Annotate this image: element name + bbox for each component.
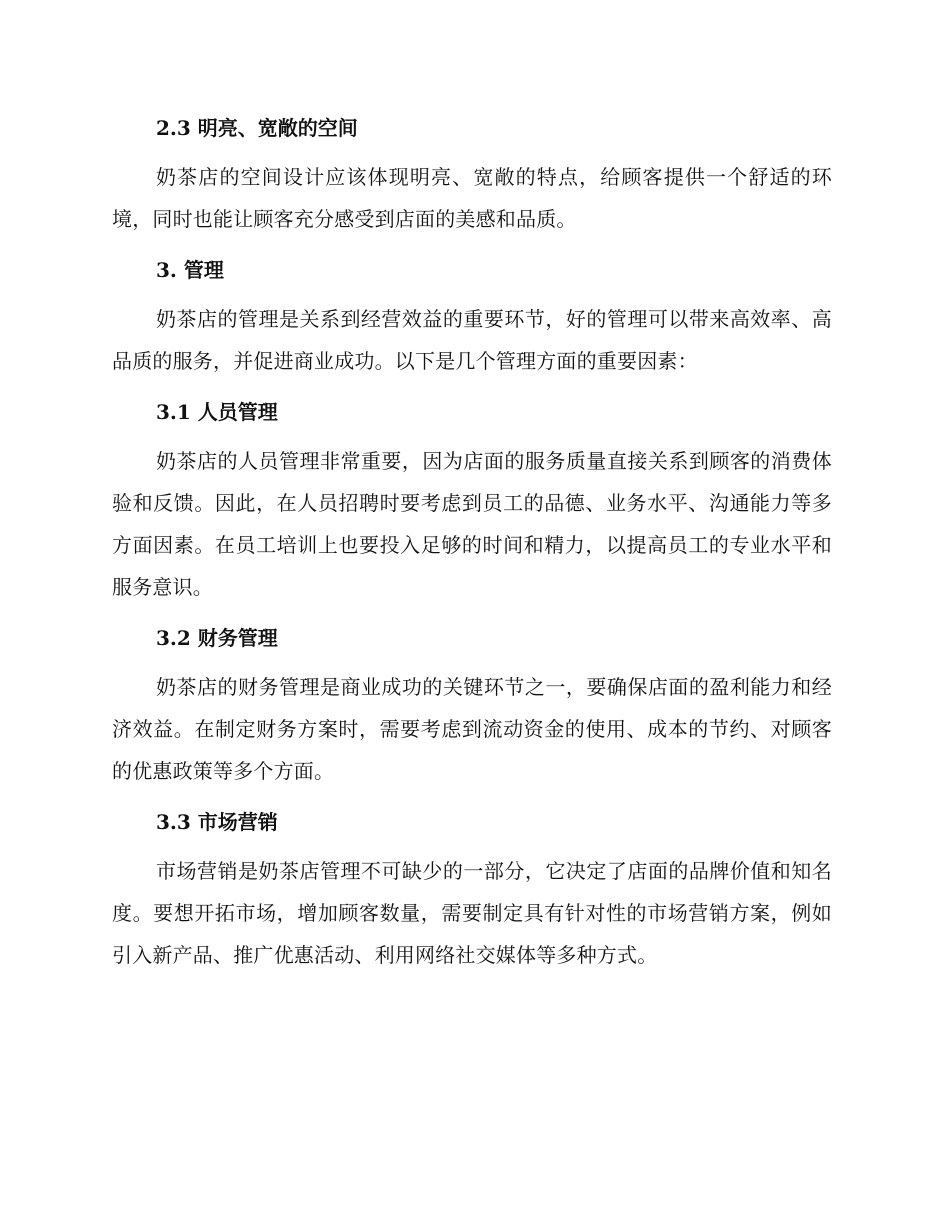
- section-paragraph-3: 奶茶店的管理是关系到经营效益的重要环节，好的管理可以带来高效率、高品质的服务，并促进商业成功。以下是几个管理方面的重要因素：: [112, 307, 832, 373]
- section-heading-3: 3. 管理: [156, 258, 224, 282]
- section-paragraph-3-2: 奶茶店的财务管理是商业成功的关键环节之一，要确保店面的盈利能力和经济效益。在制定财务方案时，需要考虑到流动资金的使用、成本的节约、对顾客的优惠政策等多个方面。: [112, 675, 832, 783]
- section-heading-3-1: 3.1 人员管理: [156, 400, 278, 424]
- section-paragraph-3-1: 奶茶店的人员管理非常重要，因为店面的服务质量直接关系到顾客的消费体验和反馈。因此，在人员招聘时要考虑到员工的品德、业务水平、沟通能力等多方面因素。在员工培训上也要投入足够的时间和精力，以提高员工的专业水平和服务意识。: [112, 449, 832, 599]
- section-heading-3-2: 3.2 财务管理: [156, 626, 278, 650]
- section-heading-3-3: 3.3 市场营销: [156, 810, 278, 834]
- section-heading-2-3: 2.3 明亮、宽敞的空间: [156, 116, 358, 140]
- section-paragraph-2-3: 奶茶店的空间设计应该体现明亮、宽敞的特点，给顾客提供一个舒适的环境，同时也能让顾客充分感受到店面的美感和品质。: [112, 165, 832, 231]
- document-body: [112, 110, 832, 976]
- section-paragraph-3-3: 市场营销是奶茶店管理不可缺少的一部分，它决定了店面的品牌价值和知名度。要想开拓市场，增加顾客数量，需要制定具有针对性的市场营销方案，例如引入新产品、推广优惠活动、利用网络社交媒体等多种方式。: [112, 859, 832, 967]
